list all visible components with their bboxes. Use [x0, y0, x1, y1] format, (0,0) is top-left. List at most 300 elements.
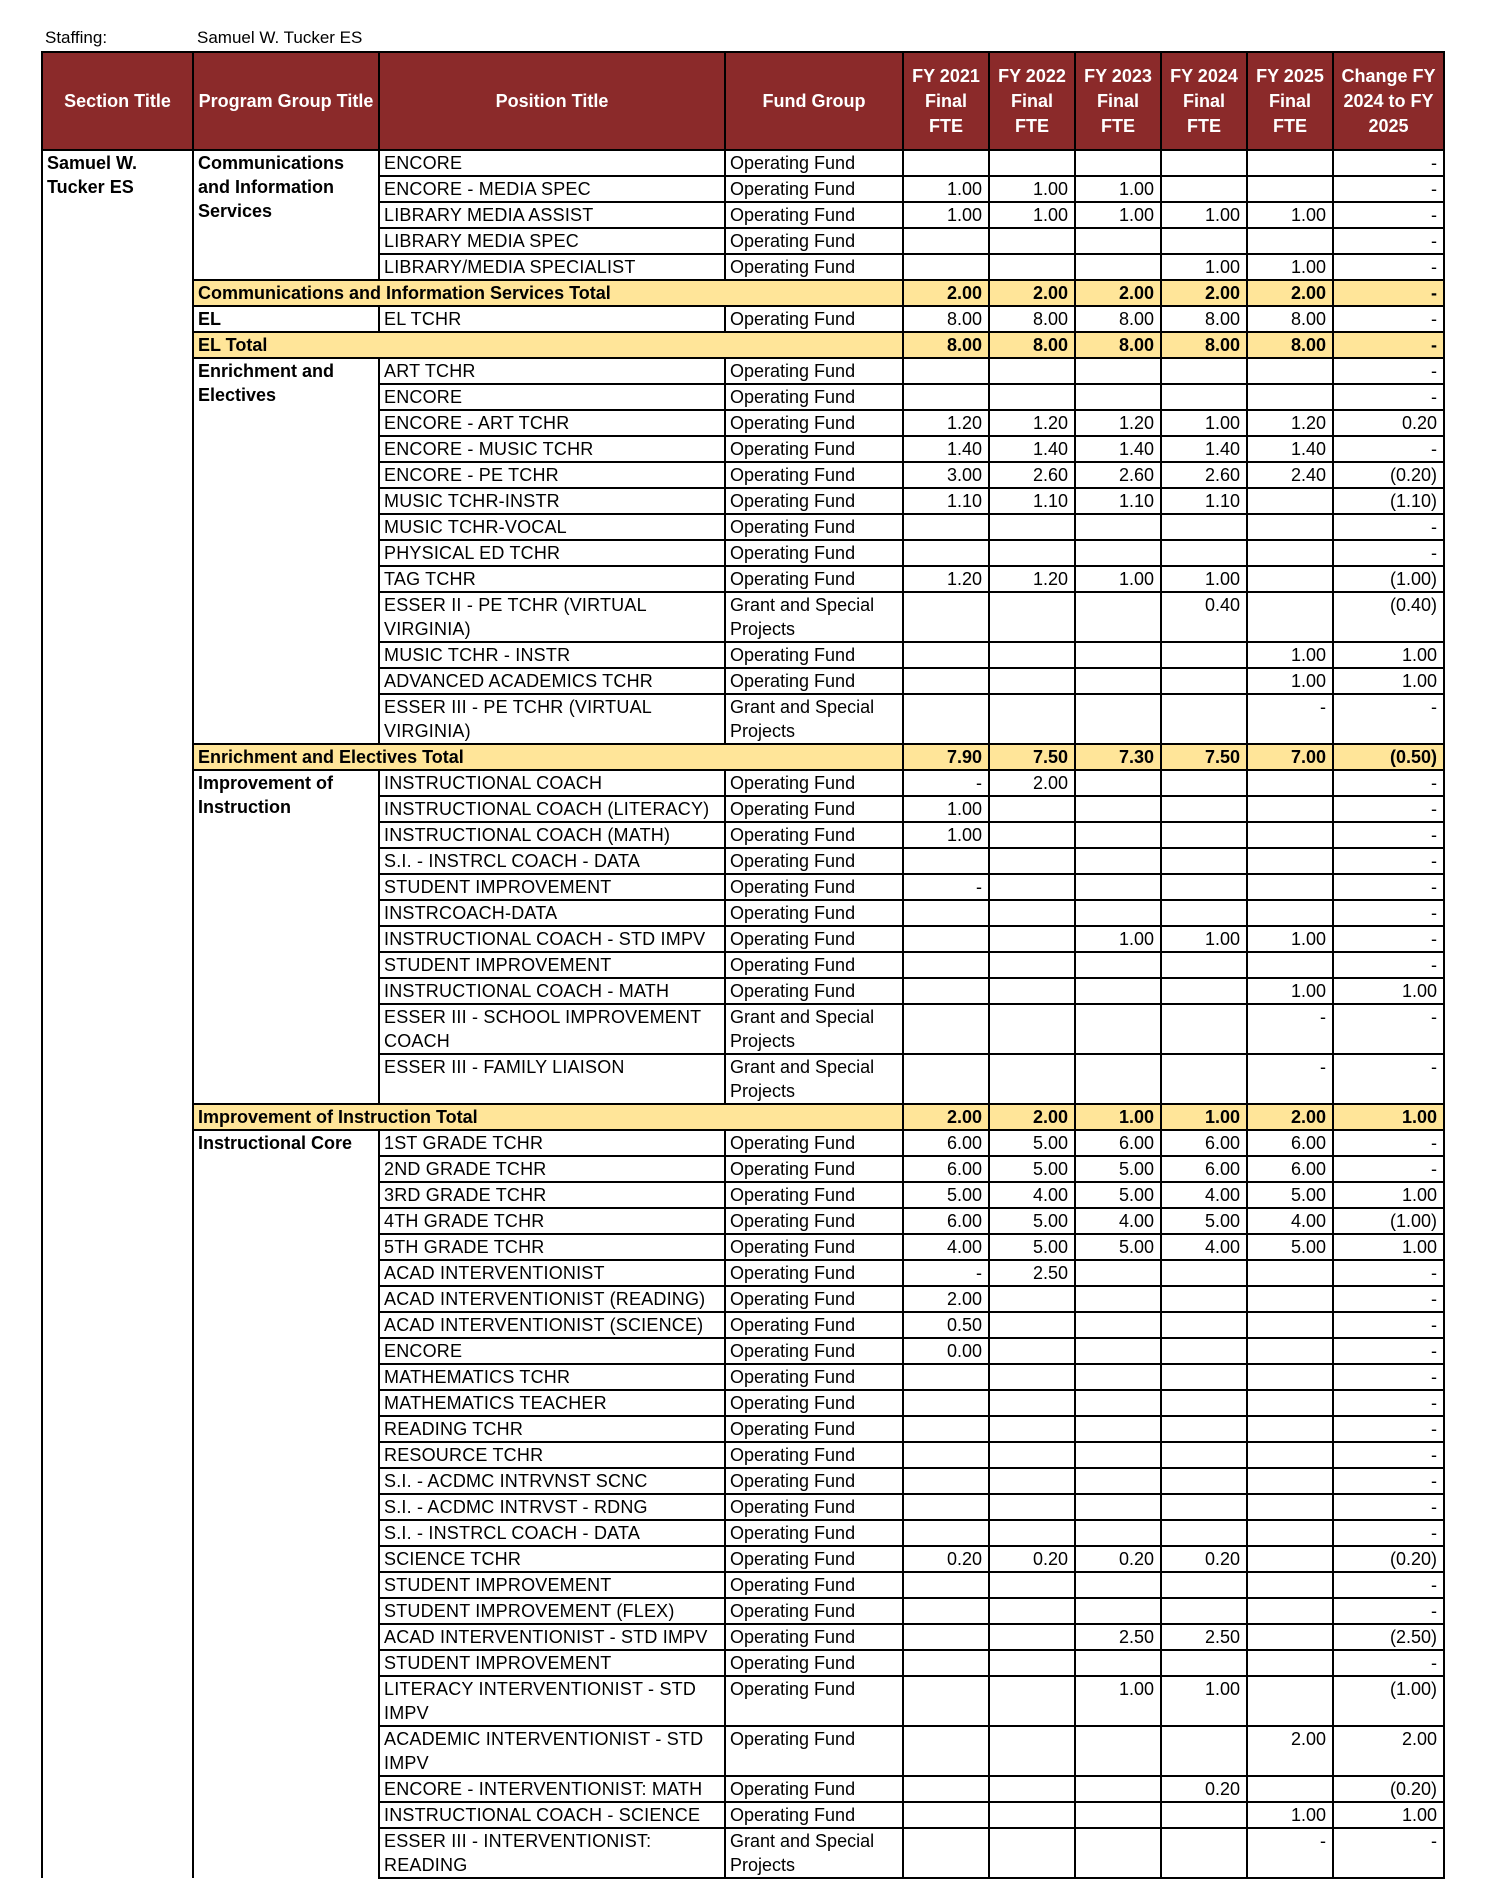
fund-group-cell: Operating Fund [725, 978, 903, 1004]
fte-cell: 4.00 [1247, 1208, 1333, 1234]
fte-cell: 2.50 [1161, 1624, 1247, 1650]
position-title-cell: ENCORE - INTERVENTIONIST: MATH [379, 1776, 725, 1802]
fte-cell [989, 1312, 1075, 1338]
position-title-cell: LIBRARY MEDIA ASSIST [379, 202, 725, 228]
fte-cell [1247, 514, 1333, 540]
position-title-cell: ENCORE - MUSIC TCHR [379, 436, 725, 462]
fund-group-cell: Operating Fund [725, 1364, 903, 1390]
fte-cell: 8.00 [1247, 306, 1333, 332]
change-cell: - [1333, 770, 1444, 796]
fte-cell [1161, 1416, 1247, 1442]
fte-cell [989, 1802, 1075, 1828]
fte-cell: 1.00 [903, 822, 989, 848]
group-total-fte: 7.50 [989, 744, 1075, 770]
position-title-cell: ESSER III - SCHOOL IMPROVEMENT COACH [379, 1004, 725, 1054]
fte-cell [1075, 1468, 1161, 1494]
fund-group-cell: Operating Fund [725, 848, 903, 874]
fte-cell: 5.00 [903, 1182, 989, 1208]
fte-cell [903, 1390, 989, 1416]
fte-cell [903, 592, 989, 642]
group-total-fte: 7.00 [1247, 744, 1333, 770]
fte-cell [1161, 694, 1247, 744]
fte-cell [1075, 1776, 1161, 1802]
fte-cell [1075, 1338, 1161, 1364]
fte-cell [1247, 1650, 1333, 1676]
fte-cell [903, 1442, 989, 1468]
fte-cell [989, 592, 1075, 642]
position-title-cell: STUDENT IMPROVEMENT [379, 1650, 725, 1676]
fte-cell [1161, 978, 1247, 1004]
position-title-cell: PHYSICAL ED TCHR [379, 540, 725, 566]
position-title-cell: MUSIC TCHR-INSTR [379, 488, 725, 514]
fund-group-cell: Operating Fund [725, 642, 903, 668]
col-header-fy2025: FY 2025 Final FTE [1247, 52, 1333, 150]
change-cell: - [1333, 1260, 1444, 1286]
change-cell: - [1333, 176, 1444, 202]
fte-cell: 1.10 [1161, 488, 1247, 514]
fte-cell [1075, 1390, 1161, 1416]
staffing-table [41, 51, 1445, 1879]
fte-cell [903, 1364, 989, 1390]
fte-cell [1161, 1650, 1247, 1676]
fte-cell [1161, 1520, 1247, 1546]
fte-cell: 5.00 [1247, 1182, 1333, 1208]
fte-cell: 1.00 [1161, 1676, 1247, 1726]
fte-cell [1161, 1338, 1247, 1364]
fte-cell: 1.00 [1161, 254, 1247, 280]
change-cell: - [1333, 1828, 1444, 1878]
fte-cell: 1.20 [989, 410, 1075, 436]
fte-cell [1161, 900, 1247, 926]
fte-cell [903, 384, 989, 410]
fund-group-cell: Operating Fund [725, 1726, 903, 1776]
fte-cell [1161, 150, 1247, 176]
fund-group-cell: Operating Fund [725, 952, 903, 978]
fte-cell: 1.40 [989, 436, 1075, 462]
fte-cell [1075, 1364, 1161, 1390]
fte-cell: 4.00 [1161, 1182, 1247, 1208]
fte-cell [1075, 1598, 1161, 1624]
fte-cell [989, 1416, 1075, 1442]
fte-cell [1161, 1572, 1247, 1598]
change-cell: - [1333, 306, 1444, 332]
fte-cell: 0.00 [903, 1338, 989, 1364]
group-total-fte: 1.00 [1075, 1104, 1161, 1130]
fund-group-cell: Operating Fund [725, 1442, 903, 1468]
fte-cell: 1.00 [1247, 668, 1333, 694]
position-title-cell: INSTRUCTIONAL COACH - SCIENCE [379, 1802, 725, 1828]
fte-cell: 2.00 [903, 1286, 989, 1312]
fte-cell [1247, 1338, 1333, 1364]
fte-cell [1161, 176, 1247, 202]
position-title-cell: MATHEMATICS TEACHER [379, 1390, 725, 1416]
fte-cell [903, 668, 989, 694]
fte-cell [1075, 1442, 1161, 1468]
fte-cell [989, 1650, 1075, 1676]
fte-cell [1161, 1468, 1247, 1494]
group-total-fte: 8.00 [1075, 332, 1161, 358]
fund-group-cell: Operating Fund [725, 436, 903, 462]
fte-cell: 1.00 [1161, 926, 1247, 952]
table-row [42, 358, 1444, 384]
position-title-cell: READING TCHR [379, 1416, 725, 1442]
fte-cell [1075, 874, 1161, 900]
fund-group-cell: Operating Fund [725, 202, 903, 228]
fte-cell: 0.50 [903, 1312, 989, 1338]
fte-cell [1247, 1624, 1333, 1650]
fte-cell: 2.50 [989, 1260, 1075, 1286]
fte-cell: 1.40 [1075, 436, 1161, 462]
fte-cell [1247, 540, 1333, 566]
fte-cell [903, 1776, 989, 1802]
fund-group-cell: Operating Fund [725, 150, 903, 176]
fte-cell: 6.00 [1075, 1130, 1161, 1156]
change-cell: - [1333, 1494, 1444, 1520]
fte-cell [1247, 1676, 1333, 1726]
change-cell: 1.00 [1333, 668, 1444, 694]
group-total-fte: 2.00 [1161, 280, 1247, 306]
fund-group-cell: Operating Fund [725, 1598, 903, 1624]
position-title-cell: ENCORE [379, 1338, 725, 1364]
fte-cell [903, 1416, 989, 1442]
position-title-cell: STUDENT IMPROVEMENT (FLEX) [379, 1598, 725, 1624]
group-total-fte: 2.00 [989, 1104, 1075, 1130]
position-title-cell: LIBRARY/MEDIA SPECIALIST [379, 254, 725, 280]
fte-cell [989, 1776, 1075, 1802]
fund-group-cell: Operating Fund [725, 1182, 903, 1208]
fte-cell: 1.20 [989, 566, 1075, 592]
fund-group-cell: Grant and Special Projects [725, 592, 903, 642]
fte-cell [989, 926, 1075, 952]
fund-group-cell: Operating Fund [725, 1156, 903, 1182]
fte-cell: 2.50 [1075, 1624, 1161, 1650]
change-cell: - [1333, 1598, 1444, 1624]
group-total-fte: 2.00 [989, 280, 1075, 306]
fund-group-cell: Operating Fund [725, 1676, 903, 1726]
fte-cell [1247, 1260, 1333, 1286]
fund-group-cell: Operating Fund [725, 1286, 903, 1312]
fte-cell: 5.00 [1161, 1208, 1247, 1234]
fte-cell: - [1247, 694, 1333, 744]
fte-cell [1075, 642, 1161, 668]
section-title-cell: Samuel W. Tucker ES [42, 150, 193, 1878]
fte-cell [1247, 1776, 1333, 1802]
group-total-row [42, 744, 1444, 770]
fte-cell [903, 1598, 989, 1624]
fte-cell: 6.00 [903, 1130, 989, 1156]
fte-cell [989, 1468, 1075, 1494]
change-cell: - [1333, 1390, 1444, 1416]
fte-cell [1161, 1598, 1247, 1624]
fte-cell [989, 668, 1075, 694]
position-title-cell: ENCORE - ART TCHR [379, 410, 725, 436]
group-total-row [42, 1104, 1444, 1130]
fte-cell [989, 1572, 1075, 1598]
fte-cell [1161, 1260, 1247, 1286]
fte-cell [1161, 1442, 1247, 1468]
fte-cell: 1.00 [1075, 566, 1161, 592]
position-title-cell: ENCORE [379, 384, 725, 410]
fte-cell: 8.00 [903, 306, 989, 332]
fte-cell: 5.00 [989, 1156, 1075, 1182]
fte-cell [1247, 1572, 1333, 1598]
fte-cell [989, 822, 1075, 848]
fte-cell [1075, 592, 1161, 642]
fte-cell [1075, 1650, 1161, 1676]
position-title-cell: ACAD INTERVENTIONIST (READING) [379, 1286, 725, 1312]
change-cell: - [1333, 874, 1444, 900]
group-total-fte: 7.90 [903, 744, 989, 770]
change-cell: - [1333, 540, 1444, 566]
fte-cell [1075, 900, 1161, 926]
change-cell: - [1333, 228, 1444, 254]
change-cell: (2.50) [1333, 1624, 1444, 1650]
fte-cell [989, 358, 1075, 384]
fte-cell [903, 1468, 989, 1494]
fte-cell: 5.00 [1075, 1234, 1161, 1260]
fte-cell [1247, 1520, 1333, 1546]
change-cell: - [1333, 1572, 1444, 1598]
fund-group-cell: Operating Fund [725, 540, 903, 566]
position-title-cell: MUSIC TCHR-VOCAL [379, 514, 725, 540]
fte-cell [1247, 848, 1333, 874]
fte-cell [1247, 1312, 1333, 1338]
col-header-fy2022: FY 2022 Final FTE [989, 52, 1075, 150]
fund-group-cell: Operating Fund [725, 926, 903, 952]
fte-cell [1161, 952, 1247, 978]
change-cell: - [1333, 1312, 1444, 1338]
fte-cell: 1.00 [1247, 1802, 1333, 1828]
fte-cell [989, 384, 1075, 410]
group-total-fte: 7.50 [1161, 744, 1247, 770]
fte-cell: 8.00 [989, 306, 1075, 332]
fte-cell [903, 1676, 989, 1726]
change-cell: - [1333, 436, 1444, 462]
fte-cell [989, 1624, 1075, 1650]
fte-cell: 1.00 [989, 176, 1075, 202]
program-group-cell: EL [193, 306, 379, 332]
position-title-cell: ENCORE [379, 150, 725, 176]
program-group-cell: Instructional Core [193, 1130, 379, 1878]
program-group-cell: Enrichment and Electives [193, 358, 379, 744]
fte-cell [903, 694, 989, 744]
group-total-change: (0.50) [1333, 744, 1444, 770]
fte-cell [989, 228, 1075, 254]
change-cell: - [1333, 1364, 1444, 1390]
fte-cell [1075, 1726, 1161, 1776]
fte-cell [1247, 488, 1333, 514]
fte-cell [1247, 1546, 1333, 1572]
position-title-cell: ADVANCED ACADEMICS TCHR [379, 668, 725, 694]
change-cell: (1.00) [1333, 566, 1444, 592]
fte-cell [989, 978, 1075, 1004]
fte-cell [903, 150, 989, 176]
fte-cell [903, 978, 989, 1004]
group-total-label: Improvement of Instruction Total [193, 1104, 903, 1130]
fte-cell: 1.00 [1247, 202, 1333, 228]
position-title-cell: S.I. - ACDMC INTRVNST SCNC [379, 1468, 725, 1494]
fte-cell [1075, 228, 1161, 254]
fte-cell [903, 358, 989, 384]
fte-cell [1247, 1364, 1333, 1390]
fund-group-cell: Operating Fund [725, 668, 903, 694]
fte-cell [989, 848, 1075, 874]
fund-group-cell: Operating Fund [725, 874, 903, 900]
fte-cell: 1.10 [903, 488, 989, 514]
change-cell: - [1333, 952, 1444, 978]
group-total-fte: 7.30 [1075, 744, 1161, 770]
fte-cell: 4.00 [989, 1182, 1075, 1208]
position-title-cell: EL TCHR [379, 306, 725, 332]
fte-cell [903, 1004, 989, 1054]
fte-cell [1161, 1828, 1247, 1878]
fund-group-cell: Operating Fund [725, 822, 903, 848]
fte-cell [1161, 384, 1247, 410]
fte-cell [1161, 228, 1247, 254]
fund-group-cell: Operating Fund [725, 514, 903, 540]
staffing-label: Staffing: [45, 28, 108, 47]
fte-cell: 1.20 [1247, 410, 1333, 436]
change-cell: 1.00 [1333, 642, 1444, 668]
fte-cell: 2.40 [1247, 462, 1333, 488]
fte-cell [903, 848, 989, 874]
change-cell: - [1333, 1130, 1444, 1156]
fte-cell [989, 1598, 1075, 1624]
fte-cell [1075, 1286, 1161, 1312]
fte-cell: 6.00 [1247, 1156, 1333, 1182]
fte-cell [1161, 1726, 1247, 1776]
fund-group-cell: Operating Fund [725, 1650, 903, 1676]
fte-cell [903, 1726, 989, 1776]
group-total-fte: 1.00 [1161, 1104, 1247, 1130]
fte-cell [989, 1004, 1075, 1054]
fte-cell [989, 514, 1075, 540]
position-title-cell: 3RD GRADE TCHR [379, 1182, 725, 1208]
fte-cell: 1.00 [903, 796, 989, 822]
fund-group-cell: Operating Fund [725, 1572, 903, 1598]
fte-cell [903, 926, 989, 952]
fte-cell [1075, 1054, 1161, 1104]
change-cell: - [1333, 900, 1444, 926]
position-title-cell: INSTRUCTIONAL COACH [379, 770, 725, 796]
col-header-fy2023: FY 2023 Final FTE [1075, 52, 1161, 150]
fte-cell [903, 952, 989, 978]
change-cell: (0.20) [1333, 1546, 1444, 1572]
position-title-cell: ACAD INTERVENTIONIST (SCIENCE) [379, 1312, 725, 1338]
change-cell: - [1333, 694, 1444, 744]
change-cell: - [1333, 1442, 1444, 1468]
fte-cell [1247, 1442, 1333, 1468]
fund-group-cell: Operating Fund [725, 1234, 903, 1260]
col-header-position-title: Position Title [379, 52, 725, 150]
fte-cell [1075, 1416, 1161, 1442]
fte-cell: 1.00 [903, 202, 989, 228]
col-header-fy2024: FY 2024 Final FTE [1161, 52, 1247, 150]
position-title-cell: ESSER III - FAMILY LIAISON [379, 1054, 725, 1104]
fte-cell [1075, 1494, 1161, 1520]
fte-cell [1161, 514, 1247, 540]
fte-cell [1161, 1004, 1247, 1054]
fte-cell [1247, 150, 1333, 176]
change-cell: (0.20) [1333, 462, 1444, 488]
fte-cell: 6.00 [903, 1208, 989, 1234]
fte-cell [1161, 358, 1247, 384]
fte-cell [989, 150, 1075, 176]
position-title-cell: ACAD INTERVENTIONIST [379, 1260, 725, 1286]
change-cell: - [1333, 1468, 1444, 1494]
fund-group-cell: Grant and Special Projects [725, 1828, 903, 1878]
fte-cell [1075, 822, 1161, 848]
fund-group-cell: Operating Fund [725, 566, 903, 592]
group-total-fte: 2.00 [1247, 1104, 1333, 1130]
fte-cell [1075, 1004, 1161, 1054]
position-title-cell: S.I. - INSTRCL COACH - DATA [379, 848, 725, 874]
fte-cell [1075, 1802, 1161, 1828]
fte-cell [1161, 1054, 1247, 1104]
position-title-cell: TAG TCHR [379, 566, 725, 592]
position-title-cell: INSTRUCTIONAL COACH (LITERACY) [379, 796, 725, 822]
fte-cell: 1.40 [903, 436, 989, 462]
table-row [42, 150, 1444, 176]
fte-cell: - [1247, 1054, 1333, 1104]
fte-cell [989, 1520, 1075, 1546]
fte-cell: 1.00 [1075, 176, 1161, 202]
fte-cell [989, 1390, 1075, 1416]
fte-cell [903, 1802, 989, 1828]
fte-cell [1247, 770, 1333, 796]
fte-cell: 5.00 [1075, 1156, 1161, 1182]
fte-cell [1075, 358, 1161, 384]
fte-cell [989, 694, 1075, 744]
col-header-section-title: Section Title [42, 52, 193, 150]
fte-cell [1075, 384, 1161, 410]
fte-cell: - [903, 874, 989, 900]
fte-cell: 1.20 [903, 566, 989, 592]
fte-cell [1247, 1390, 1333, 1416]
group-total-fte: 2.00 [903, 1104, 989, 1130]
fte-cell: 6.00 [1161, 1156, 1247, 1182]
fte-cell [903, 540, 989, 566]
fte-cell [1075, 796, 1161, 822]
fte-cell [1161, 770, 1247, 796]
col-header-fund-group: Fund Group [725, 52, 903, 150]
change-cell: 2.00 [1333, 1726, 1444, 1776]
change-cell: 1.00 [1333, 1234, 1444, 1260]
position-title-cell: STUDENT IMPROVEMENT [379, 874, 725, 900]
program-group-cell: Improvement of Instruction [193, 770, 379, 1104]
change-cell: - [1333, 150, 1444, 176]
position-title-cell: ESSER III - INTERVENTIONIST: READING [379, 1828, 725, 1878]
group-total-row [42, 332, 1444, 358]
fte-cell [1161, 668, 1247, 694]
fte-cell [989, 642, 1075, 668]
position-title-cell: ENCORE - MEDIA SPEC [379, 176, 725, 202]
col-header-program-group: Program Group Title [193, 52, 379, 150]
position-title-cell: S.I. - INSTRCL COACH - DATA [379, 1520, 725, 1546]
fund-group-cell: Operating Fund [725, 796, 903, 822]
fte-cell [1247, 1598, 1333, 1624]
fte-cell: 5.00 [1075, 1182, 1161, 1208]
fte-cell: 1.00 [989, 202, 1075, 228]
fte-cell [1075, 540, 1161, 566]
group-total-row [42, 280, 1444, 306]
fte-cell [1075, 978, 1161, 1004]
fte-cell [1161, 1390, 1247, 1416]
fte-cell [1161, 796, 1247, 822]
position-title-cell: LITERACY INTERVENTIONIST - STD IMPV [379, 1676, 725, 1726]
fte-cell: 0.20 [1161, 1546, 1247, 1572]
fte-cell [1247, 1494, 1333, 1520]
